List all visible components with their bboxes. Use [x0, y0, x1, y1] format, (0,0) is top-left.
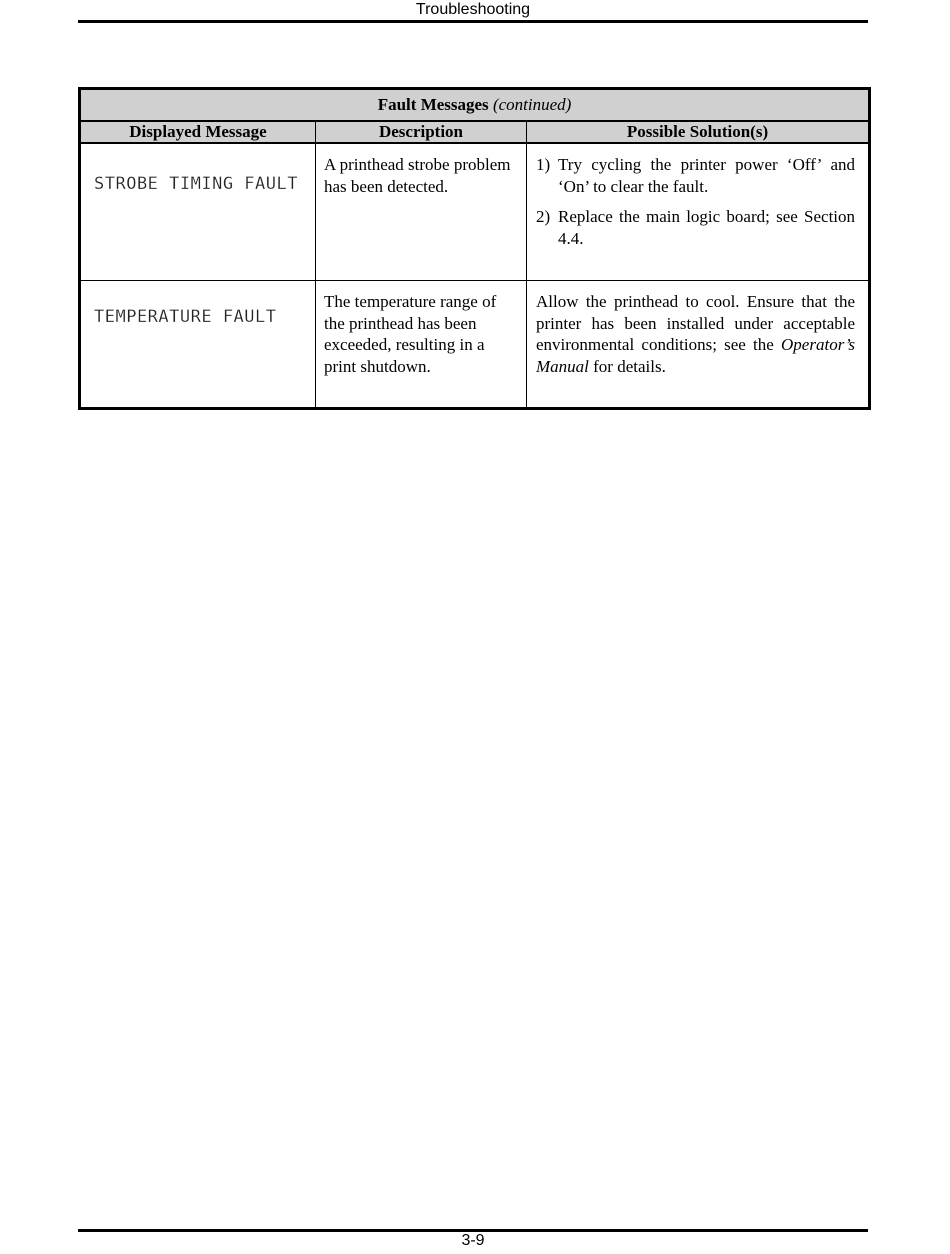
solution-text: Replace the main logic board; see Section 4.4. [558, 207, 856, 248]
column-header-message: Displayed Message [80, 121, 316, 143]
fault-messages-table [78, 87, 871, 410]
table-title-text: Fault Messages [377, 95, 489, 114]
displayed-message-cell [80, 143, 316, 281]
column-header-solutions: Possible Solution(s) [527, 121, 870, 143]
page-number: 3-9 [461, 1232, 485, 1249]
running-header-title: Troubleshooting [415, 1, 531, 18]
displayed-message: TEMPERATURE FAULT [94, 307, 277, 327]
operators-manual-reference: Operator’s Manual [536, 335, 856, 376]
solution-item [536, 154, 855, 197]
table-row [80, 281, 870, 409]
solution-item [536, 206, 855, 249]
solution-text: Try cycling the printer power ‘Off’ and ‘On’ to clear the fault. [558, 155, 856, 196]
running-header [78, 0, 868, 23]
solutions-cell [527, 281, 870, 409]
table-title-row [80, 89, 870, 122]
solution-text: Allow the printhead to cool. Ensure that the printer has been installed under acceptable environmental conditions; see the [536, 292, 856, 354]
description-cell: A printhead strobe problem has been detected. [316, 143, 527, 281]
solution-list [536, 154, 855, 249]
column-header-row [80, 121, 870, 143]
column-header-description: Description [316, 121, 527, 143]
displayed-message: STROBE TIMING FAULT [94, 174, 298, 194]
solution-number: 2) [536, 207, 551, 226]
solution-text-end: for details. [588, 356, 666, 376]
solutions-cell [527, 143, 870, 281]
displayed-message-cell [80, 281, 316, 409]
solution-number: 1) [536, 155, 551, 174]
table-title [80, 89, 870, 122]
table-row [80, 143, 870, 281]
table-title-suffix: (continued) [492, 95, 572, 114]
description-cell: The temperature range of the printhead has been exceeded, resulting in a print shutdown. [316, 281, 527, 409]
